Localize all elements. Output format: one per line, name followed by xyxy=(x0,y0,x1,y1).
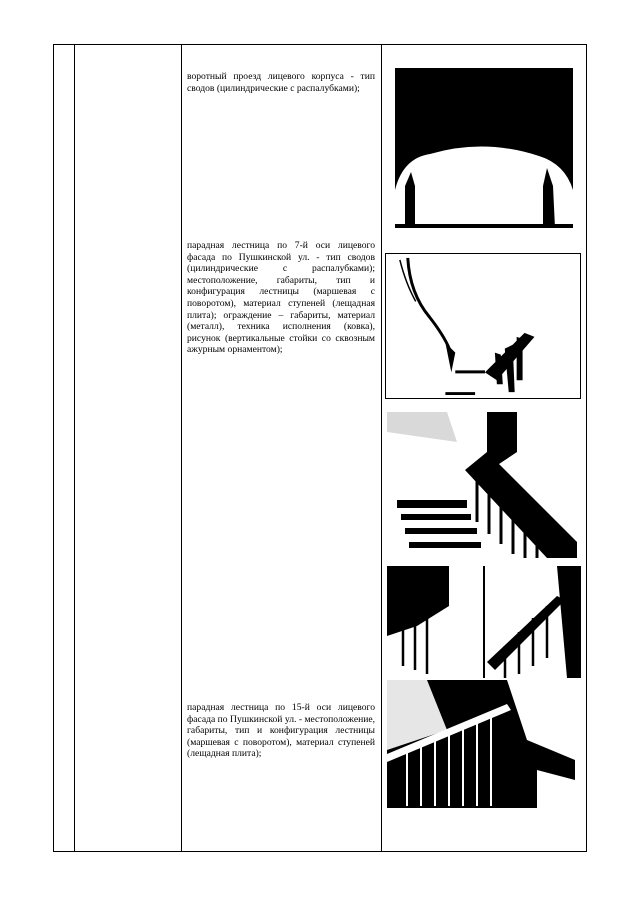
description-staircase-axis-7: парадная лестница по 7-й оси лицевого фасада по Пушкинской ул. - тип сводов (цилиндрические с распалубками); местоположение, габариты, тип и конфигурация лестницы (маршевая с поворотом), материал ступеней (лещадная плита); ограждение – габариты, материал (металл), техника исполнения (ковка), рисунок (вертикальные стойки со сквозным ажурным орнаментом); xyxy=(187,240,375,356)
description-vaulted-gateway: воротный проезд лицевого корпуса - тип сводов (цилиндрические с распалубками); xyxy=(187,71,375,94)
table-col-line-2 xyxy=(74,44,75,852)
table-top-border xyxy=(53,44,587,45)
photo-arched-gateway xyxy=(395,68,573,228)
photo-staircase-railing xyxy=(387,412,577,558)
photo-staircase-lower xyxy=(387,680,575,808)
table-col-line-5 xyxy=(586,44,587,852)
description-staircase-axis-15: парадная лестница по 15-й оси лицевого фасада по Пушкинской ул. - местоположение, габариты, тип и конфигурация лестницы (маршевая с поворотом), материал ступеней (лещадная плита); xyxy=(187,702,375,760)
table-col-line-1 xyxy=(53,44,54,852)
photo-staircase-vault xyxy=(385,253,581,399)
table-bottom-border xyxy=(53,851,587,852)
table-col-line-4 xyxy=(381,44,382,852)
photo-staircase-pair xyxy=(387,566,581,678)
table-col-line-3 xyxy=(181,44,182,852)
